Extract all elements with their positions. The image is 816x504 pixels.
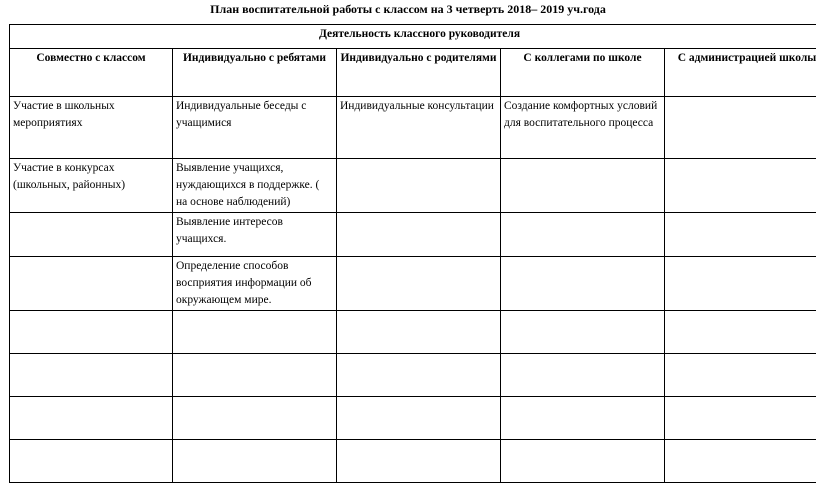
table-cell: [501, 257, 665, 311]
table-cell: [337, 159, 501, 213]
table-row: [10, 440, 816, 483]
table-cell: Выявление учащихся, нуждающихся в поддержке. ( на основе наблюдений): [173, 159, 337, 213]
table-cell: [10, 354, 173, 397]
table-cell: [10, 257, 173, 311]
table-row: [10, 397, 816, 440]
document-title: План воспитательной работы с классом на 3 четверть 2018– 2019 уч.года: [210, 2, 606, 16]
table-cell: [665, 159, 816, 213]
column-header-administration: С администрацией школы: [665, 49, 816, 97]
table-cell: Участие в конкурсах (школьных, районных): [10, 159, 173, 213]
table-cell: Индивидуальные консультации: [337, 97, 501, 159]
table-row: [10, 159, 816, 213]
table-cell: [665, 213, 816, 257]
table-cell: [173, 311, 337, 354]
table-cell: [501, 213, 665, 257]
column-header-colleagues: С коллегами по школе: [501, 49, 665, 97]
table-cell: [337, 397, 501, 440]
table-cell: [337, 257, 501, 311]
table-cell: [337, 311, 501, 354]
table-cell: [173, 397, 337, 440]
table-cell: [173, 440, 337, 483]
caption-cell: Деятельность классного руководителя: [10, 25, 816, 49]
table-cell: Индивидуальные беседы с учащимися: [173, 97, 337, 159]
table-cell: [665, 311, 816, 354]
table-cell: [10, 311, 173, 354]
table-cell: [665, 397, 816, 440]
column-header-individual-students: Индивидуально с ребятами: [173, 49, 337, 97]
table-cell: [337, 213, 501, 257]
table-cell: [10, 213, 173, 257]
table-cell: Создание комфортных условий для воспитательного процесса: [501, 97, 665, 159]
table-cell: [337, 354, 501, 397]
plan-table: [9, 24, 816, 483]
table-cell: [173, 354, 337, 397]
table-cell: [665, 440, 816, 483]
table-cell: [665, 97, 816, 159]
table-cell: [10, 397, 173, 440]
table-cell: [10, 440, 173, 483]
table-cell: Участие в школьных мероприятиях: [10, 97, 173, 159]
table-row: [10, 213, 816, 257]
table-cell: [501, 397, 665, 440]
table-cell: [501, 354, 665, 397]
header-row: [10, 49, 816, 97]
table-cell: [337, 440, 501, 483]
table-cell: [501, 440, 665, 483]
table-row: [10, 97, 816, 159]
column-header-with-class: Совместно с классом: [10, 49, 173, 97]
table-cell: [665, 354, 816, 397]
caption-row: [10, 25, 816, 49]
table-cell: [501, 311, 665, 354]
table-cell: Выявление интересов учащихся.: [173, 213, 337, 257]
table-cell: [665, 257, 816, 311]
table-cell: Определение способов восприятия информации об окружающем мире.: [173, 257, 337, 311]
table-row: [10, 354, 816, 397]
table-row: [10, 257, 816, 311]
column-header-individual-parents: Индивидуально с родителями: [337, 49, 501, 97]
table-row: [10, 311, 816, 354]
table-cell: [501, 159, 665, 213]
